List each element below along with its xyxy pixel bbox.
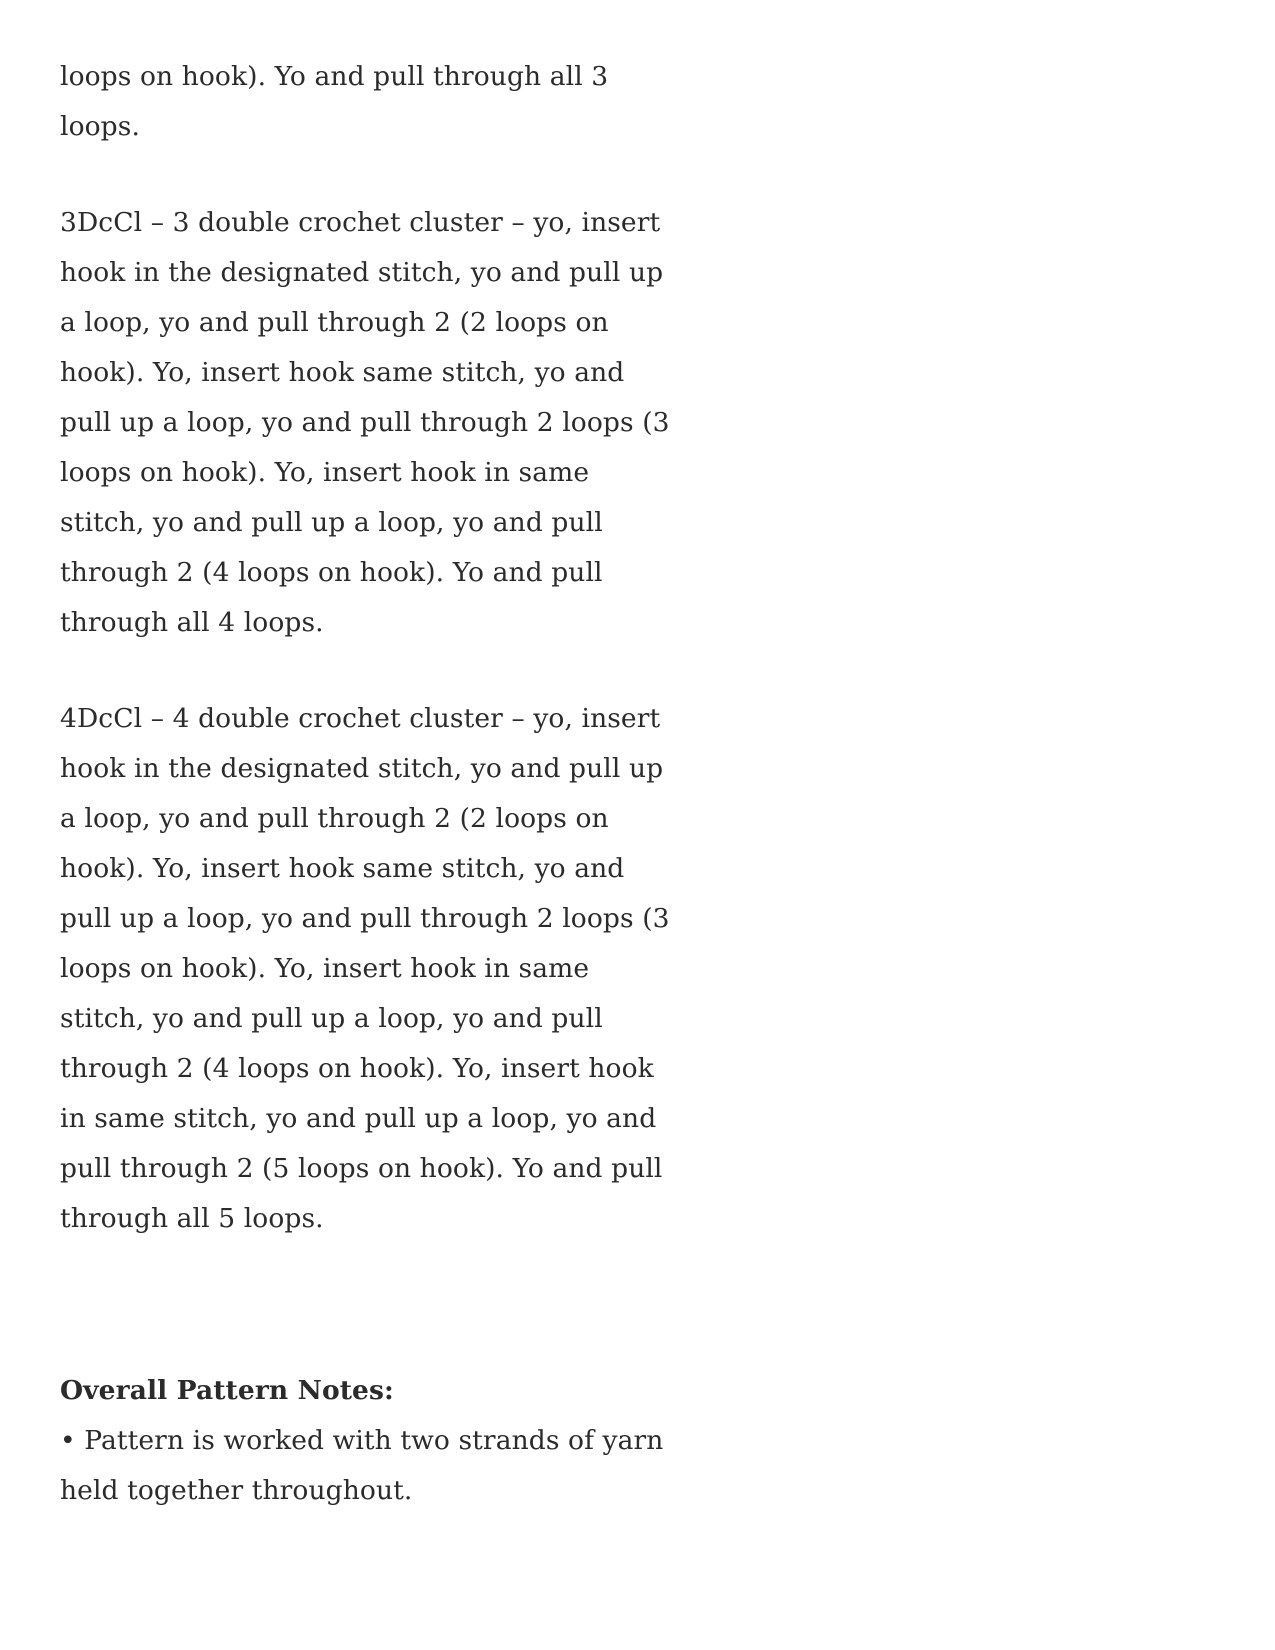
document-body [60,52,670,1516]
text-line: stitch, yo and pull up a loop, yo and pull [60,1003,603,1034]
text-line: through 2 (4 loops on hook). Yo, insert hook [60,1053,654,1084]
text-line: pull through 2 (5 loops on hook). Yo and pull [60,1153,663,1184]
text-line: a loop, yo and pull through 2 (2 loops on [60,803,609,834]
text-line: pull up a loop, yo and pull through 2 loops (3 [60,903,670,934]
paragraph-spacer [60,152,660,198]
paragraph-spacer [60,648,660,694]
pattern-notes-heading: Overall Pattern Notes: [60,1375,394,1406]
section-spacer [60,1244,660,1366]
bullet-item-line: • Pattern is worked with two strands of yarn [60,1425,664,1456]
text-line: loops on hook). Yo and pull through all 3 [60,61,609,92]
stitch-definition-4dccl [60,694,670,1244]
text-line: loops on hook). Yo, insert hook in same [60,457,590,488]
text-line: hook in the designated stitch, yo and pull up [60,753,664,784]
text-line: through all 4 loops. [60,607,324,638]
text-line: through all 5 loops. [60,1203,324,1234]
text-line: pull up a loop, yo and pull through 2 loops (3 [60,407,670,438]
pattern-notes [60,1366,664,1516]
text-line: hook). Yo, insert hook same stitch, yo and [60,357,625,388]
bullet-item-line: held together throughout. [60,1475,413,1506]
text-line: loops on hook). Yo, insert hook in same [60,953,590,984]
stitch-definition-3dccl [60,198,670,648]
text-line: in same stitch, yo and pull up a loop, yo and [60,1103,657,1134]
text-line: a loop, yo and pull through 2 (2 loops on [60,307,609,338]
text-line: 4DcCl – 4 double crochet cluster – yo, insert [60,703,661,734]
partial-paragraph [60,52,660,152]
text-line: through 2 (4 loops on hook). Yo and pull [60,557,603,588]
text-line: hook in the designated stitch, yo and pull up [60,257,664,288]
text-line: loops. [60,111,140,142]
text-line: stitch, yo and pull up a loop, yo and pull [60,507,603,538]
text-line: hook). Yo, insert hook same stitch, yo and [60,853,625,884]
text-line: 3DcCl – 3 double crochet cluster – yo, insert [60,207,661,238]
